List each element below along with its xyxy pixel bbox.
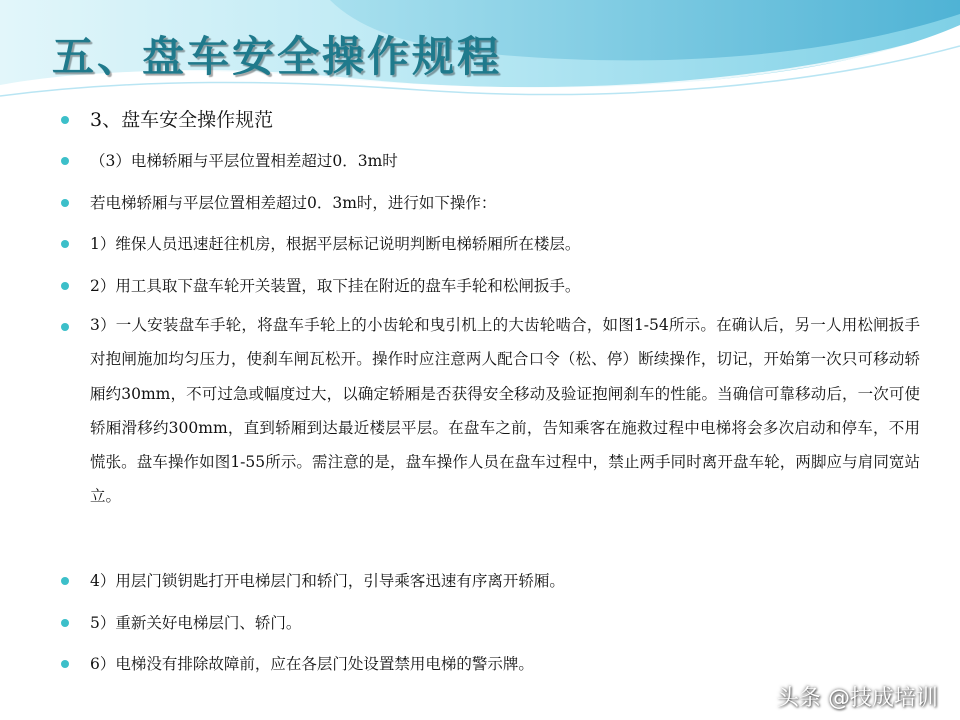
list-item-text: 2）用工具取下盘车轮开关装置，取下挂在附近的盘车手轮和松闸扳手。 bbox=[90, 277, 581, 295]
bullet-dot-icon bbox=[61, 282, 69, 290]
bullet-dot-icon bbox=[61, 240, 69, 248]
list-item-text: 3、盘车安全操作规范 bbox=[90, 109, 274, 131]
bullet-dot-icon bbox=[61, 157, 69, 165]
list-item-text: 6）电梯没有排除故障前，应在各层门处设置禁用电梯的警示牌。 bbox=[90, 655, 534, 673]
list-item-text: 若电梯轿厢与平层位置相差超过0．3m时，进行如下操作： bbox=[90, 194, 497, 212]
bullet-dot-icon bbox=[61, 577, 69, 585]
list-item-text: 4）用层门锁钥匙打开电梯层门和轿门，引导乘客迅速有序离开轿厢。 bbox=[90, 572, 565, 590]
list-item-text: 1）维保人员迅速赶往机房，根据平层标记说明判断电梯轿厢所在楼层。 bbox=[90, 235, 581, 253]
list-item-text: （3）电梯轿厢与平层位置相差超过0．3m时 bbox=[90, 152, 398, 170]
bullet-dot-icon bbox=[61, 116, 69, 124]
list-item-text: 3）一人安装盘车手轮，将盘车手轮上的小齿轮和曳引机上的大齿轮啮合，如图1-54所示。在确认后，另一人用松闸扳手对抱闸施加均匀压力，使刹车闸瓦松开。操作时应注意两人配合口令（松、停）断续操作，切记，开始第一次只可移动轿厢约30mm，不可过急或幅度过大，以确定轿厢是否获得安全移动及验证抱闸刹车的性能。当确信可靠移动后，一次可使轿厢滑移约300mm，直到轿厢到达最近楼层平层。在盘车之前，告知乘客在施救过程中电梯将会多次启动和停车，不用慌张。盘车操作如图1-55所示。需注意的是，盘车操作人员在盘车过程中，禁止两手同时离开盘车轮，两脚应与肩同宽站立。 bbox=[90, 316, 920, 506]
bullet-dot-icon bbox=[61, 323, 69, 331]
bullet-dot-icon bbox=[61, 199, 69, 207]
list-item-text: 5）重新关好电梯层门、轿门。 bbox=[90, 614, 302, 632]
watermark: 头条 @技成培训 bbox=[777, 686, 938, 711]
bullet-dot-icon bbox=[61, 660, 69, 668]
bullet-dot-icon bbox=[61, 619, 69, 627]
slide-title: 五、盘车安全操作规程 bbox=[52, 32, 503, 81]
